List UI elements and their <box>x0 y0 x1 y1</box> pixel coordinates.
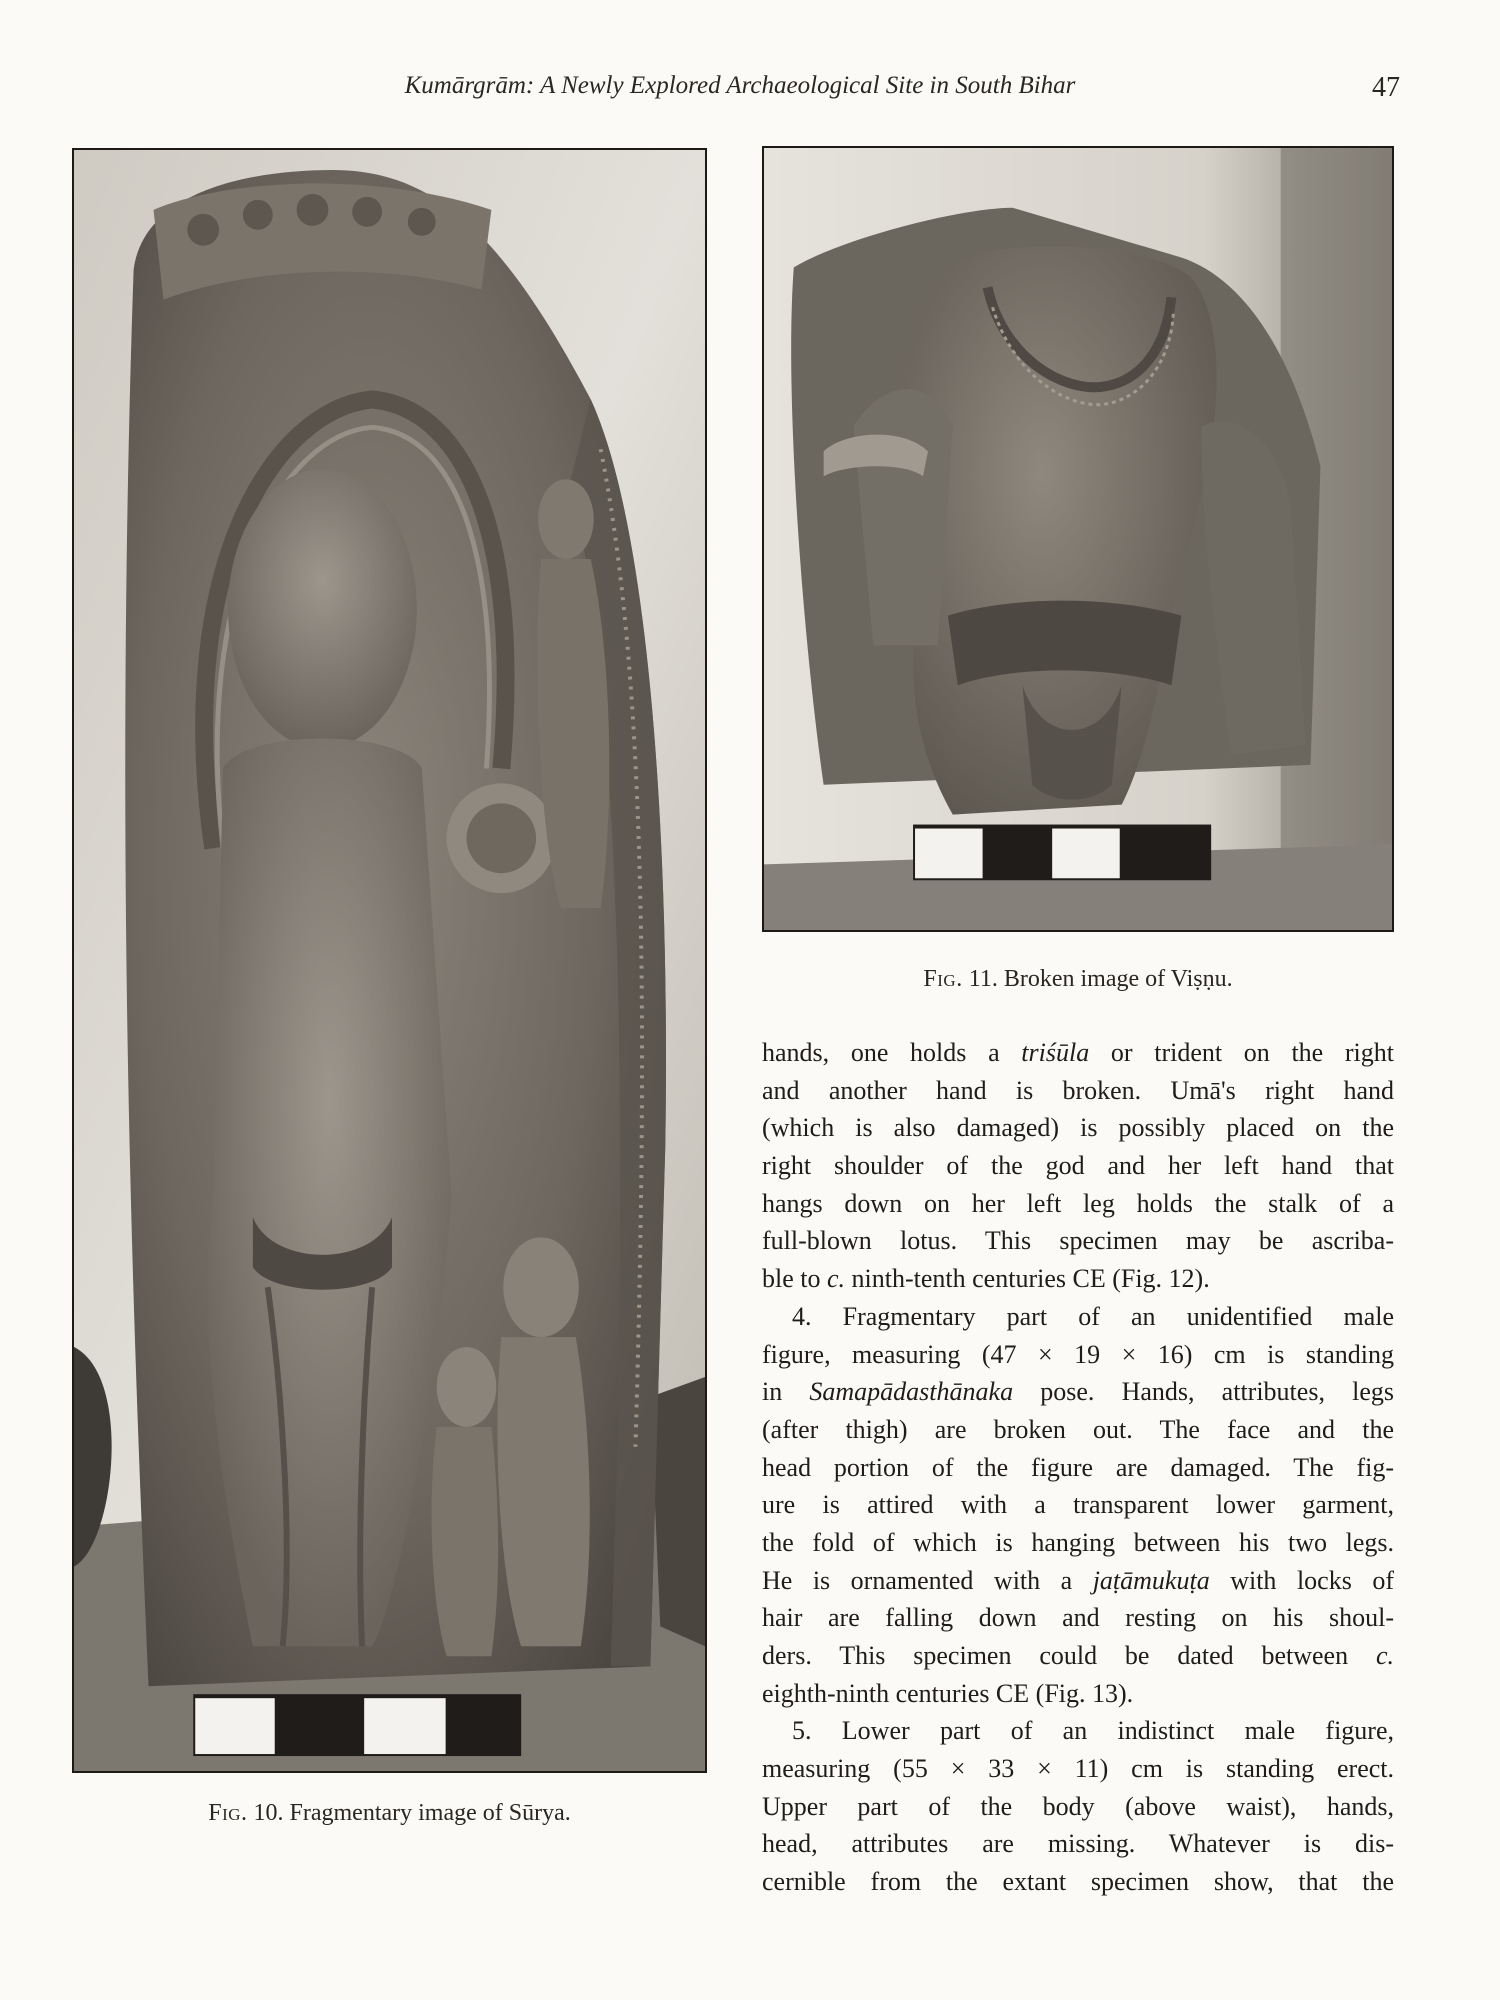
figure-10-photo <box>72 148 707 1773</box>
figure-10-caption-text: 10. Fragmentary image of Sūrya. <box>247 1800 571 1826</box>
body-line: right shoulder of the god and her left hand that <box>762 1151 1394 1181</box>
body-line: 5. Lower part of an indistinct male figure, <box>792 1716 1394 1746</box>
page-number: 47 <box>1372 72 1400 103</box>
body-line: and another hand is broken. Umā's right hand <box>762 1075 1394 1105</box>
body-line: full-blown lotus. This specimen may be ascriba- <box>762 1226 1394 1256</box>
body-line: hangs down on her left leg holds the stalk of a <box>762 1188 1394 1218</box>
running-head <box>0 72 1500 112</box>
body-line: measuring (55 × 33 × 11) cm is standing erect. <box>762 1754 1394 1784</box>
body-line: the fold of which is hanging between his two legs. <box>762 1527 1394 1557</box>
body-line: He is ornamented with a jaṭāmukuṭa with locks of <box>762 1565 1394 1595</box>
running-title: Kumārgrām: A Newly Explored Archaeological Site in South Bihar <box>404 72 1076 99</box>
figure-10-label: Fig. <box>208 1800 248 1826</box>
body-line: (which is also damaged) is possibly placed on the <box>762 1113 1394 1143</box>
body-line: ure is attired with a transparent lower garment, <box>762 1490 1394 1520</box>
body-line: eighth-ninth centuries CE (Fig. 13). <box>762 1678 1134 1708</box>
body-line: cernible from the extant specimen show, that the <box>762 1867 1394 1897</box>
body-line: head portion of the figure are damaged. The fig- <box>762 1452 1394 1482</box>
body-line: hair are falling down and resting on his shoul- <box>762 1603 1394 1633</box>
vishnu-sculpture-image <box>764 148 1392 930</box>
body-line: Upper part of the body (above waist), hands, <box>762 1791 1394 1821</box>
figure-11-caption <box>762 966 1394 993</box>
body-line: (after thigh) are broken out. The face and the <box>762 1414 1394 1444</box>
figure-10-caption <box>72 1800 707 1827</box>
body-line: ders. This specimen could be dated between c. <box>762 1641 1394 1670</box>
body-line: figure, measuring (47 × 19 × 16) cm is standing <box>762 1339 1394 1369</box>
body-text-column <box>762 1034 1394 1901</box>
figure-11-label: Fig. <box>923 966 963 992</box>
surya-sculpture-image <box>74 150 705 1771</box>
figure-11-photo <box>762 146 1394 932</box>
body-line: hands, one holds a triśūla or trident on the right <box>762 1038 1394 1067</box>
body-line: in Samapādasthānaka pose. Hands, attributes, legs <box>762 1377 1394 1407</box>
figure-11-caption-text: 11. Broken image of Viṣṇu. <box>962 966 1233 992</box>
body-line: head, attributes are missing. Whatever is dis- <box>762 1829 1394 1859</box>
body-line: 4. Fragmentary part of an unidentified male <box>792 1301 1394 1331</box>
body-line: ble to c. ninth-tenth centuries CE (Fig. 12). <box>762 1264 1210 1294</box>
